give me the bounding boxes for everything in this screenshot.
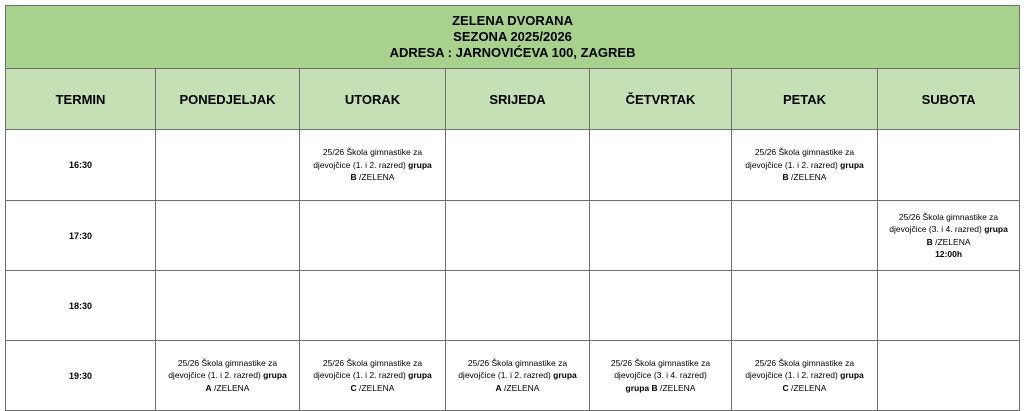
time-cell: 18:30	[6, 271, 156, 341]
empty-cell	[590, 201, 732, 271]
empty-cell	[732, 201, 878, 271]
schedule-table	[5, 5, 1020, 411]
class-cell: 25/26 Škola gimnastike za djevojčice (1. i 2. razred) grupa C /ZELENA	[732, 341, 878, 411]
table-row	[6, 130, 1020, 201]
empty-cell	[446, 130, 590, 201]
table-row	[6, 201, 1020, 271]
header-petak: PETAK	[732, 69, 878, 130]
time-cell: 17:30	[6, 201, 156, 271]
header-subota: SUBOTA	[878, 69, 1020, 130]
empty-cell	[156, 130, 300, 201]
class-cell: 25/26 Škola gimnastike za djevojčice (1. i 2. razred) grupa B /ZELENA	[300, 130, 446, 201]
empty-cell	[446, 271, 590, 341]
empty-cell	[300, 271, 446, 341]
class-cell: 25/26 Škola gimnastike za djevojčice (1. i 2. razred) grupa A /ZELENA	[156, 341, 300, 411]
empty-cell	[878, 130, 1020, 201]
empty-cell	[156, 271, 300, 341]
empty-cell	[590, 130, 732, 201]
class-cell: 25/26 Škola gimnastike za djevojčice (1. i 2. razred) grupa A /ZELENA	[446, 341, 590, 411]
header-ponedjeljak: PONEDJELJAK	[156, 69, 300, 130]
empty-cell	[878, 271, 1020, 341]
empty-cell	[590, 271, 732, 341]
header-termin: TERMIN	[6, 69, 156, 130]
time-cell: 16:30	[6, 130, 156, 201]
empty-cell	[156, 201, 300, 271]
table-row	[6, 341, 1020, 411]
schedule-title	[6, 6, 1020, 69]
venue-name: ZELENA DVORANA	[452, 13, 573, 28]
table-row	[6, 271, 1020, 341]
header-utorak: UTORAK	[300, 69, 446, 130]
class-cell: 25/26 Škola gimnastike za djevojčice (3. i 4. razred) grupa B /ZELENA	[590, 341, 732, 411]
empty-cell	[300, 201, 446, 271]
season-label: SEZONA 2025/2026	[453, 29, 572, 44]
header-cetvrtak: ČETVRTAK	[590, 69, 732, 130]
class-cell: 25/26 Škola gimnastike za djevojčice (1. i 2. razred) grupa C /ZELENA	[300, 341, 446, 411]
time-cell: 19:30	[6, 341, 156, 411]
class-cell: 25/26 Škola gimnastike za djevojčice (3. i 4. razred) grupa B /ZELENA 12:00h	[878, 201, 1020, 271]
class-cell: 25/26 Škola gimnastike za djevojčice (1. i 2. razred) grupa B /ZELENA	[732, 130, 878, 201]
empty-cell	[732, 271, 878, 341]
header-srijeda: SRIJEDA	[446, 69, 590, 130]
address-label: ADRESA : JARNOVIĆEVA 100, ZAGREB	[389, 45, 636, 60]
empty-cell	[878, 341, 1020, 411]
empty-cell	[446, 201, 590, 271]
